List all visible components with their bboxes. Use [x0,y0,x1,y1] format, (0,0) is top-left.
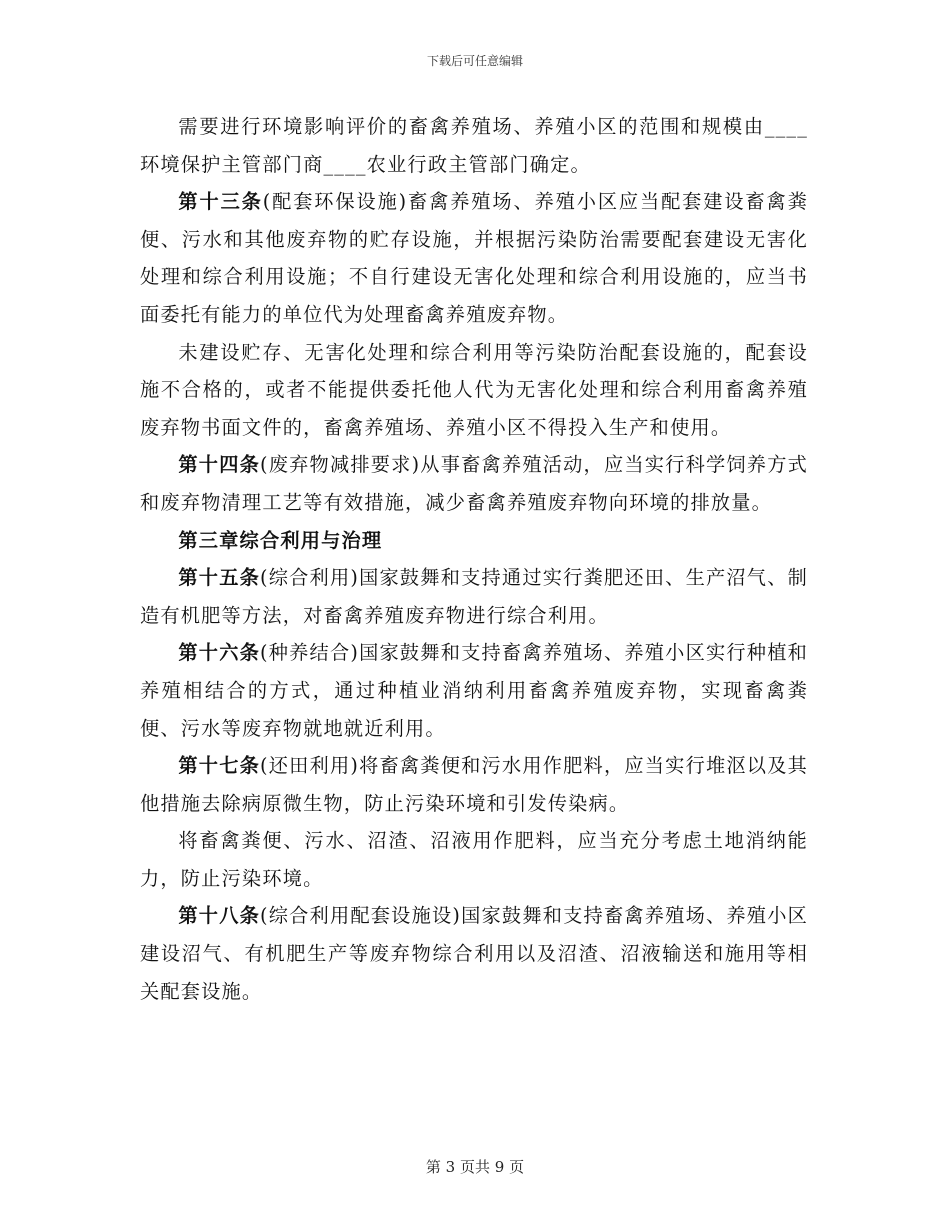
document-body [140,108,808,1010]
article-17-paragraph-2 [140,822,808,897]
article-title: 第十三条 [178,190,263,214]
article-17 [140,747,808,822]
article-text: (废弃物减排要求)从事畜禽养殖活动，应当实行科学饲养方式和废弃物清理工艺等有效措施，减少畜禽养殖废弃物向环境的排放量。 [140,453,808,514]
article-title: 第十六条 [178,641,261,665]
article-13 [140,183,808,333]
paragraph-text: 未建设贮存、无害化处理和综合利用等污染防治配套设施的，配套设施不合格的，或者不能提供委托他人代为无害化处理和综合利用畜禽养殖废弃物书面文件的，畜禽养殖场、养殖小区不得投入生产和使用。 [140,340,808,439]
article-text: (综合利用配套设施设)国家鼓舞和支持畜禽养殖场、养殖小区建设沼气、有机肥生产等废弃物综合利用以及沼渣、沼液输送和施用等相关配套设施。 [140,904,808,1003]
article-title: 第十五条 [178,566,261,590]
article-15 [140,559,808,634]
article-text: (还田利用)将畜禽粪便和污水用作肥料，应当实行堆沤以及其他措施去除病原微生物，防止污染环境和引发传染病。 [140,754,808,815]
article-title: 第十四条 [178,453,261,477]
article-text: (综合利用)国家鼓舞和支持通过实行粪肥还田、生产沼气、制造有机肥等方法，对畜禽养殖废弃物进行综合利用。 [140,566,808,627]
chapter-3-heading [140,522,808,560]
chapter-title: 第三章综合利用与治理 [178,528,383,552]
paragraph-text: 需要进行环境影响评价的畜禽养殖场、养殖小区的范围和规模由____环境保护主管部门商____农业行政主管部门确定。 [140,115,808,176]
article-14 [140,446,808,521]
article-title: 第十八条 [178,904,261,928]
article-text: (配套环保设施)畜禽养殖场、养殖小区应当配套建设畜禽粪便、污水和其他废弃物的贮存设施，并根据污染防治需要配套建设无害化处理和综合利用设施；不自行建设无害化处理和综合利用设施的，应当书面委托有能力的单位代为处理畜禽养殖废弃物。 [140,190,808,326]
article-title: 第十七条 [178,754,261,778]
article-text: (种养结合)国家鼓舞和支持畜禽养殖场、养殖小区实行种植和养殖相结合的方式，通过种植业消纳利用畜禽养殖废弃物，实现畜禽粪便、污水等废弃物就地就近利用。 [140,641,808,740]
page-footer: 第 3 页共 9 页 [425,1158,525,1176]
article-16 [140,634,808,747]
article-13-paragraph-2 [140,334,808,447]
paragraph-eia-scope [140,108,808,183]
page-header: 下载后可任意编辑 [426,54,523,68]
paragraph-text: 将畜禽粪便、污水、沼渣、沼液用作肥料，应当充分考虑土地消纳能力，防止污染环境。 [140,829,808,890]
article-18 [140,897,808,1010]
